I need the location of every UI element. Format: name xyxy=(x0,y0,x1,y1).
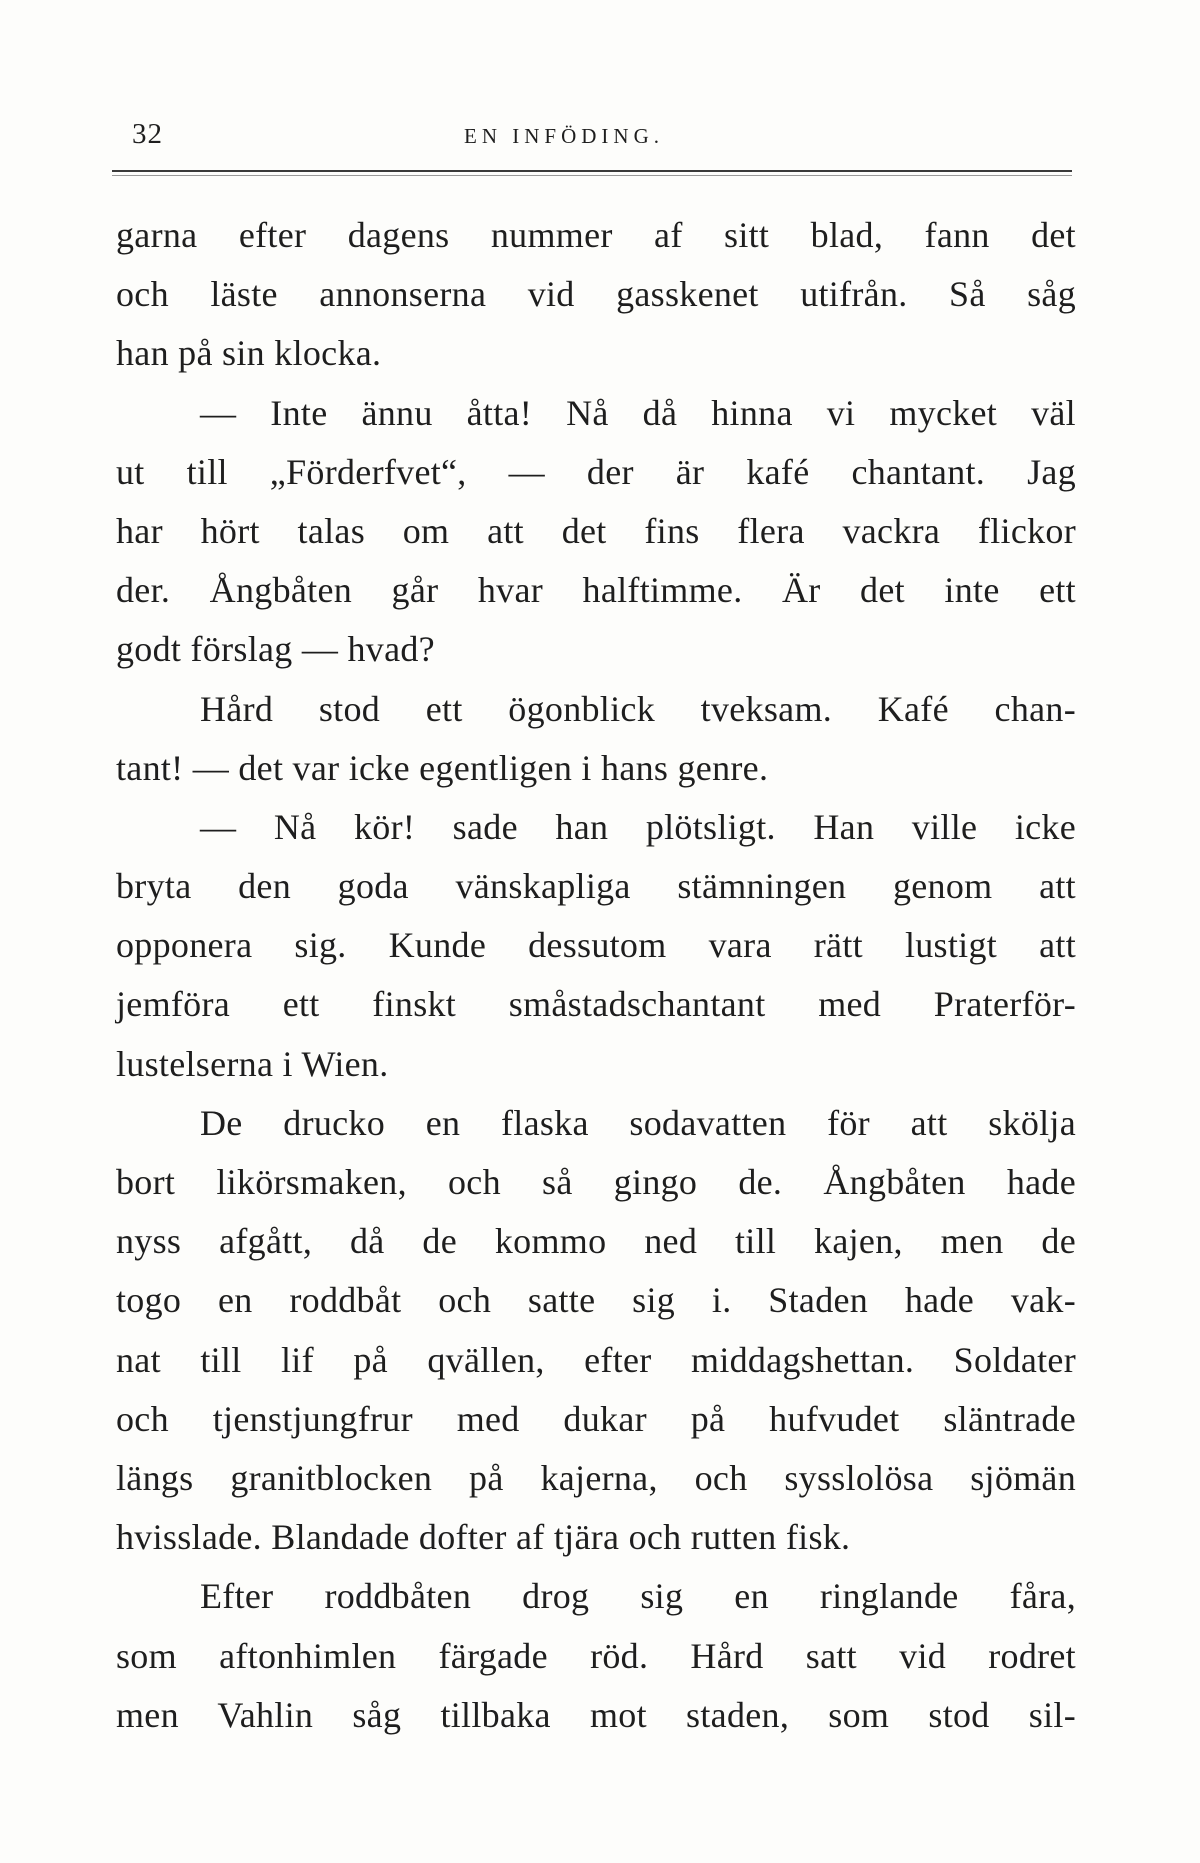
text-line: nyss afgått, då de kommo ned till kajen, men de xyxy=(116,1221,1076,1262)
text-line: Hård stod ett ögonblick tveksam. Kafé chan- xyxy=(200,688,1076,729)
text-line: och läste annonserna vid gasskenet utifrån. Så såg xyxy=(116,274,1076,315)
text-line: bort likörsmaken, och så gingo de. Ångbåten hade xyxy=(116,1162,1076,1202)
text-line: ut till „Förderfvet“, — der är kafé chantant. Jag xyxy=(116,451,1076,492)
page-header xyxy=(112,118,1072,158)
running-title: EN INFÖDING. xyxy=(464,124,664,148)
body-text xyxy=(116,206,1076,1745)
header-rule xyxy=(112,170,1072,172)
text-line: De drucko en flaska sodavatten för att skölja xyxy=(200,1102,1076,1143)
text-line: nat till lif på qvällen, efter middagshettan. Soldater xyxy=(116,1339,1076,1380)
text-line: opponera sig. Kunde dessutom vara rätt lustigt att xyxy=(116,925,1076,966)
text-line: tant! — det var icke egentligen i hans genre. xyxy=(116,747,769,788)
text-line: garna efter dagens nummer af sitt blad, fann det xyxy=(116,215,1076,255)
text-line: som aftonhimlen färgade röd. Hård satt vid rodret xyxy=(116,1635,1076,1676)
text-line: hvisslade. Blandade dofter af tjära och rutten fisk. xyxy=(116,1517,851,1558)
text-line: har hört talas om att det fins flera vackra flickor xyxy=(116,510,1076,551)
text-line: och tjenstjungfrur med dukar på hufvudet släntrade xyxy=(116,1398,1076,1439)
text-line: togo en roddbåt och satte sig i. Staden hade vak- xyxy=(116,1280,1076,1321)
text-line: godt förslag — hvad? xyxy=(116,629,435,670)
text-line: — Nå kör! sade han plötsligt. Han ville icke xyxy=(200,806,1076,847)
text-line: jemföra ett finskt småstadschantant med Praterför- xyxy=(116,984,1076,1025)
page-number: 32 xyxy=(132,118,163,150)
text-line: Efter roddbåten drog sig en ringlande fåra, xyxy=(200,1576,1076,1617)
text-line: längs granitblocken på kajerna, och sysslolösa sjömän xyxy=(116,1457,1076,1498)
text-line: lustelserna i Wien. xyxy=(116,1043,389,1084)
text-line: han på sin klocka. xyxy=(116,333,382,374)
text-line: der. Ångbåten går hvar halftimme. Är det inte ett xyxy=(116,570,1076,611)
text-line: bryta den goda vänskapliga stämningen genom att xyxy=(116,866,1076,907)
header-rule-secondary xyxy=(112,175,1072,176)
text-line: — Inte ännu åtta! Nå då hinna vi mycket väl xyxy=(200,392,1076,433)
text-line: men Vahlin såg tillbaka mot staden, som stod sil- xyxy=(116,1694,1076,1735)
